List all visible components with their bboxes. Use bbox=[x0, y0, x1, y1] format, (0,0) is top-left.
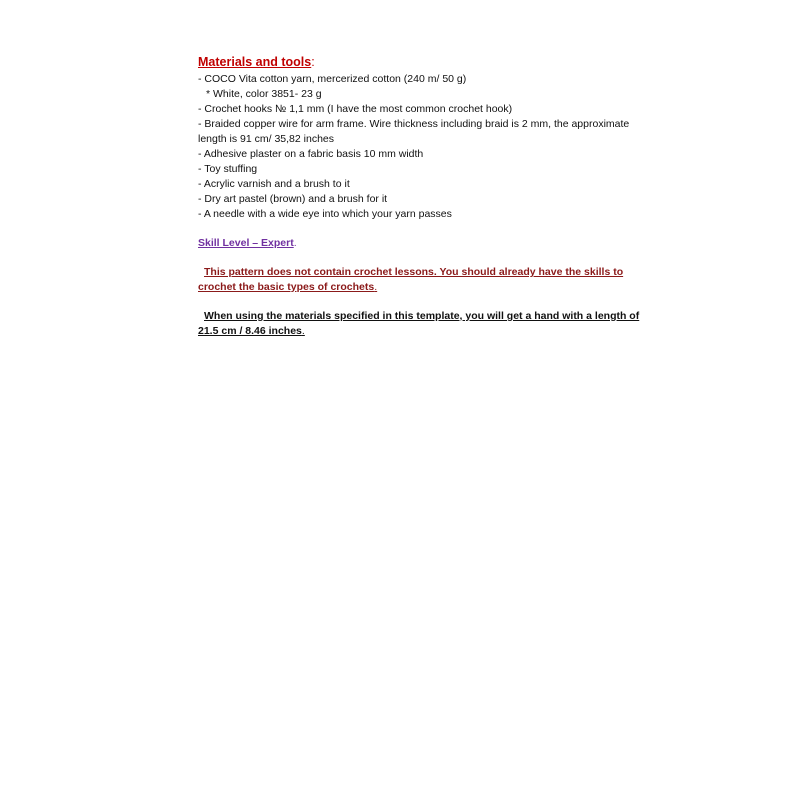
materials-title: Materials and tools bbox=[198, 55, 312, 69]
material-item-wire: - Braided copper wire for arm frame. Wire thickness including braid is 2 mm, the approximate length is 91 cm/ 35,82 inches bbox=[198, 118, 630, 145]
pattern-note-period: . bbox=[374, 281, 378, 293]
skill-level-label: Skill Level – Expert bbox=[198, 237, 294, 249]
material-item-hooks: - Crochet hooks № 1,1 mm (I have the most common crochet hook) bbox=[198, 103, 513, 115]
material-item-color: * White, color 3851- 23 g bbox=[206, 88, 322, 100]
skill-level-period: . bbox=[293, 237, 297, 249]
material-item-pastel: - Dry art pastel (brown) and a brush for it bbox=[198, 193, 388, 205]
result-note-period: . bbox=[301, 325, 305, 337]
materials-heading bbox=[198, 54, 648, 70]
material-item-needle: - A needle with a wide eye into which your yarn passes bbox=[198, 208, 452, 220]
pattern-note bbox=[198, 265, 648, 295]
materials-colon: : bbox=[311, 55, 315, 69]
materials-list bbox=[198, 72, 648, 222]
result-note bbox=[198, 309, 648, 339]
material-item-yarn: - COCO Vita cotton yarn, mercerized cotton (240 m/ 50 g) bbox=[198, 73, 467, 85]
material-item-varnish: - Acrylic varnish and a brush to it bbox=[198, 178, 350, 190]
material-item-plaster: - Adhesive plaster on a fabric basis 10 mm width bbox=[198, 148, 424, 160]
document-content bbox=[198, 54, 648, 339]
pattern-note-text: This pattern does not contain crochet lessons. You should already have the skills to crochet the basic types of crochets bbox=[198, 266, 624, 293]
material-item-stuffing: - Toy stuffing bbox=[198, 163, 258, 175]
result-note-text: When using the materials specified in this template, you will get a hand with a length of 21.5 cm / 8.46 inches bbox=[198, 310, 640, 337]
skill-level bbox=[198, 236, 648, 251]
